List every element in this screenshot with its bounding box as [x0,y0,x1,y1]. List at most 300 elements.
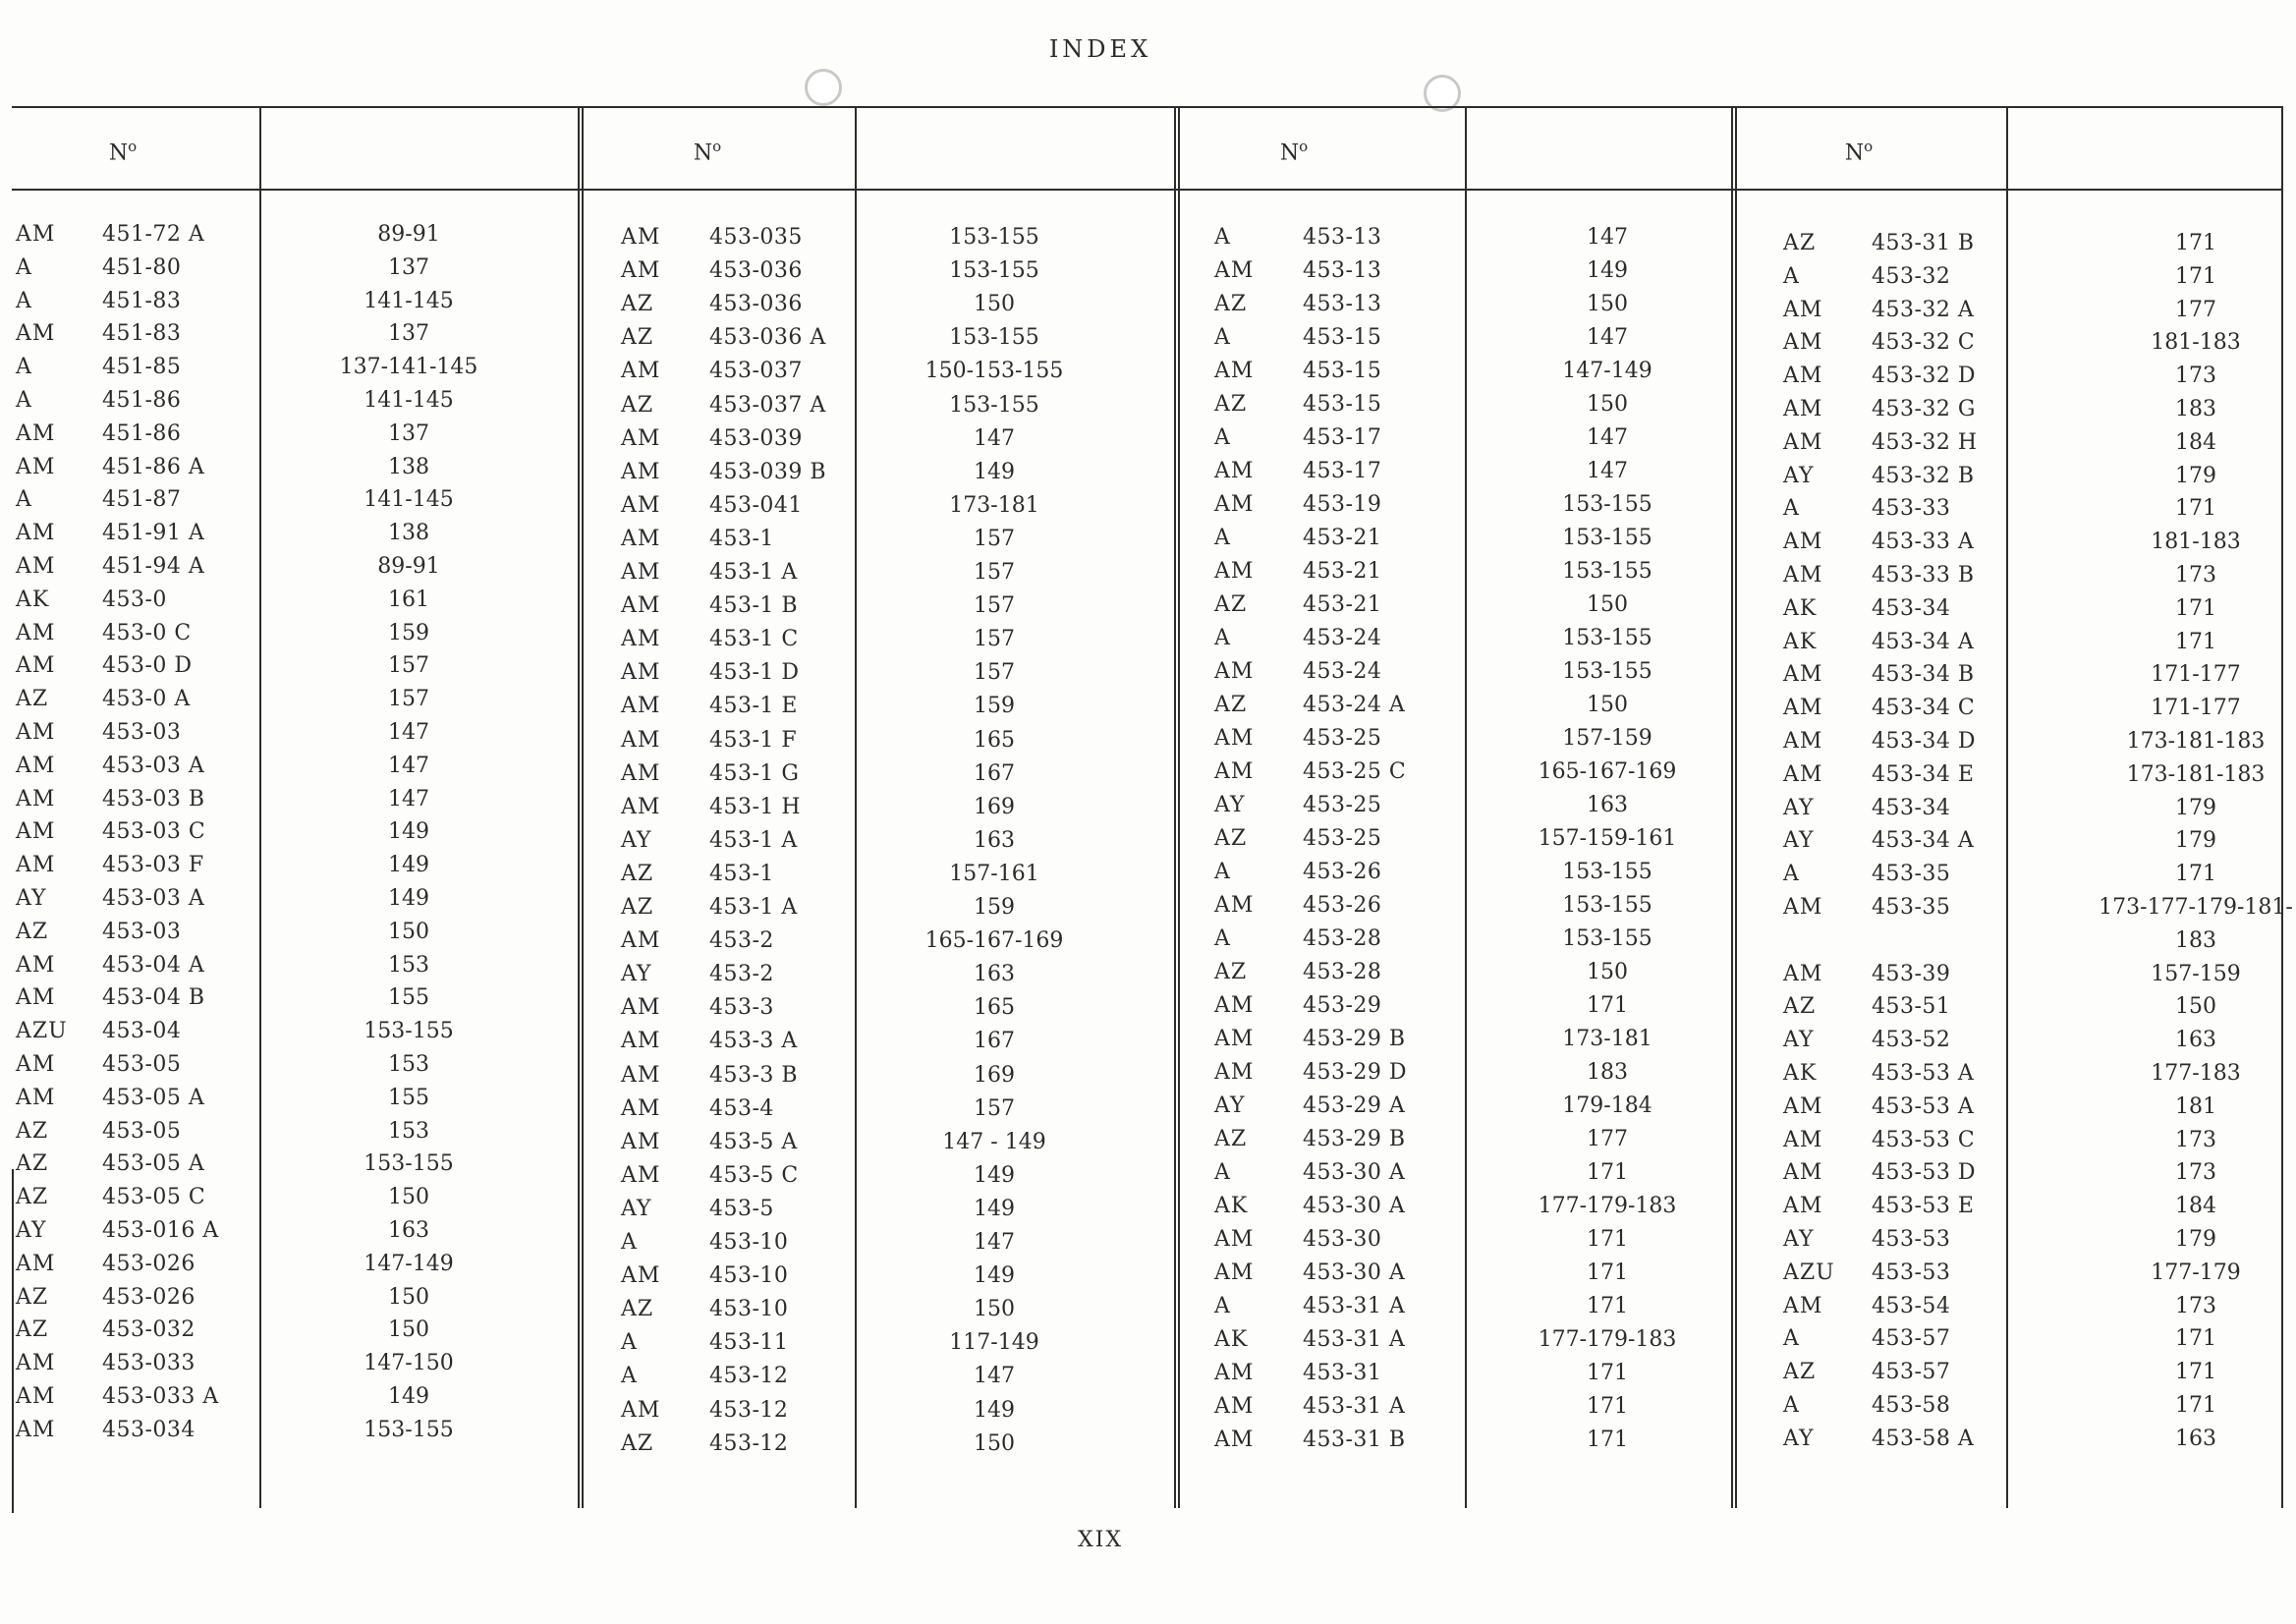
index-number: 453-041 [709,492,803,518]
index-pages: 153-155 [949,392,1039,418]
index-prefix: AZU [16,1019,68,1044]
index-number: 453-1 A [709,827,798,853]
index-number: 453-1 B [709,593,799,619]
index-prefix: AM [1783,364,1823,389]
index-row [621,795,1132,828]
index-pages: 153-155 [1562,526,1652,550]
index-row [16,1351,546,1384]
index-number: 453-33 [1872,496,1951,522]
index-number: 453-0 D [102,653,193,679]
index-row [1214,826,1745,860]
index-pages: 150 [1587,592,1628,617]
index-number: 453-35 [1872,862,1951,887]
index-pages: 147 [388,786,429,812]
index-prefix: AM [621,1029,661,1054]
index-row [1783,1326,2296,1360]
index-pages: 150 [974,292,1015,317]
index-number: 453-31 A [1303,1327,1406,1352]
index-pages: 165 [974,995,1015,1021]
index-row [16,355,546,388]
index-prefix: AM [621,727,661,753]
index-pages: 173 [2175,1127,2216,1152]
index-number: 453-15 [1303,325,1382,350]
index-pages: 171-177 [2151,662,2241,688]
index-row [16,653,546,687]
index-number: 453-32 [1872,263,1951,289]
index-number: 453-34 [1872,795,1951,820]
index-number: 453-04 B [102,985,205,1011]
index-row [1783,862,2296,895]
index-row [1783,1194,2296,1227]
index-number: 453-026 [102,1251,196,1276]
index-prefix: AK [1783,629,1818,654]
index-row [621,1197,1132,1230]
index-prefix: AM [1783,1127,1823,1152]
index-prefix: AM [1214,1428,1255,1452]
index-prefix: A [16,355,32,380]
index-number: 453-2 [709,928,774,954]
index-pages: 163 [974,827,1015,853]
index-pages: 137 [388,420,429,446]
index-row [1214,993,1745,1027]
index-number: 453-036 A [709,325,826,351]
index-number: 453-17 [1303,459,1382,483]
index-row [16,289,546,322]
index-pages: 150 [1587,292,1628,316]
index-row [621,928,1132,962]
index-number: 453-03 [102,720,182,745]
index-prefix: A [1783,862,1800,887]
index-number: 453-30 A [1303,1260,1406,1285]
column-header-number [580,138,835,165]
index-pages: 157 [974,593,1015,619]
index-number: 453-4 [709,1095,774,1121]
index-number: 453-34 E [1872,761,1975,787]
index-prefix: AZ [1783,1360,1817,1385]
index-prefix: A [621,1364,638,1389]
index-number: 453-15 [1303,359,1382,383]
index-prefix: AM [1783,1093,1823,1119]
index-prefix: AY [1214,1093,1246,1118]
index-row [621,761,1132,795]
index-pages: 169 [974,1062,1015,1088]
index-prefix: AZ [621,325,654,351]
index-number: 453-24 [1303,659,1382,684]
index-pages: 153-155 [1562,492,1652,517]
index-prefix: AM [16,786,56,812]
index-row [16,1384,546,1418]
index-prefix: AM [1783,397,1823,421]
index-prefix: AM [16,454,56,479]
index-number: 453-53 [1872,1227,1951,1252]
index-row [621,1029,1132,1062]
index-pages: 155 [388,1085,429,1110]
index-prefix: AY [1214,793,1246,817]
index-row [16,455,546,488]
index-pages: 147 - 149 [942,1129,1046,1154]
index-pages: 147 [1587,325,1628,350]
index-number: 453-31 A [1303,1294,1406,1318]
index-row [621,995,1132,1029]
index-number: 453-34 A [1872,629,1975,654]
index-row [621,1130,1132,1163]
index-number: 453-32 G [1872,397,1976,421]
index-row [1783,364,2296,397]
index-prefix: AM [1214,993,1255,1018]
index-number: 453-13 [1303,225,1382,250]
index-row [1783,994,2296,1028]
index-row [1214,759,1745,793]
index-number: 453-11 [709,1330,789,1356]
index-pages: 171 [1587,1160,1628,1185]
index-number: 453-57 [1872,1360,1951,1385]
index-number: 453-05 [102,1052,182,1077]
index-row [16,588,546,621]
index-number: 453-033 [102,1351,196,1376]
index-number: 453-1 A [709,560,798,585]
index-number: 453-03 B [102,786,205,812]
index-pages: 183 [2175,927,2216,953]
index-pages: 147 [1587,459,1628,483]
index-number: 453-34 C [1872,696,1976,721]
index-number: 453-29 [1303,993,1382,1018]
index-pages: 177-179-183 [1538,1327,1677,1352]
index-prefix: A [1214,425,1231,450]
index-number: 453-05 A [102,1085,205,1110]
index-number: 453-033 A [102,1384,219,1409]
index-prefix: AM [1214,726,1255,751]
index-row [621,1230,1132,1263]
index-prefix: AY [1783,1426,1815,1451]
index-number: 453-05 [102,1118,182,1144]
index-number: 453-036 [709,292,803,317]
index-number: 453-1 A [709,895,798,920]
index-pages: 163 [974,962,1015,987]
index-number: 453-13 [1303,292,1382,316]
index-number: 453-05 C [102,1185,206,1210]
index-pages: 169 [974,794,1015,819]
index-number: 453-21 [1303,592,1382,617]
index-row [1783,397,2296,430]
index-row [1783,563,2296,596]
index-prefix: AM [16,521,56,546]
index-pages: 171 [1587,1428,1628,1452]
index-pages: 157-159-161 [1538,826,1677,851]
index-prefix: AM [1783,961,1823,986]
index-number: 451-83 [102,321,182,347]
index-pages: 171 [1587,1260,1628,1285]
index-number: 453-026 [102,1284,196,1310]
index-pages: 150 [974,1430,1015,1456]
index-prefix: A [1214,1294,1231,1318]
index-row [16,1119,546,1152]
index-row [1783,729,2296,762]
index-pages: 181-183 [2151,330,2241,356]
index-prefix: AM [1783,1293,1823,1318]
index-pages: 150 [1587,960,1628,984]
index-prefix: AM [621,627,661,652]
index-row [621,292,1132,325]
index-prefix: AM [16,819,56,845]
index-number: 453-3 [709,995,774,1021]
index-row [1214,893,1745,926]
index-number: 453-31 B [1872,231,1975,255]
index-pages: 141-145 [364,487,454,513]
index-number: 453-1 [709,526,774,551]
index-row [621,862,1132,895]
index-pages: 153-155 [949,258,1039,284]
index-row [16,1019,546,1052]
index-pages: 149 [1587,258,1628,283]
index-prefix: AM [16,753,56,778]
index-pages: 177-179-183 [1538,1194,1677,1218]
index-prefix: AM [1214,1027,1255,1051]
index-pages: 171 [1587,993,1628,1018]
index-row [621,1096,1132,1130]
column-divider [12,1169,14,1513]
index-number: 451-86 [102,420,182,446]
column-header-number [1731,138,1987,165]
index-prefix: AZ [16,1118,49,1144]
index-prefix: AM [621,694,661,719]
index-prefix: AM [16,222,56,247]
index-pages: 173-181-183 [2126,729,2266,754]
index-row [1214,1260,1745,1294]
index-number: 453-58 [1872,1393,1951,1418]
index-pages: 179 [2175,828,2216,854]
index-pages: 150 [1587,693,1628,717]
index-number: 453-33 B [1872,563,1975,588]
index-row [1783,264,2296,298]
index-pages: 157 [974,627,1015,652]
index-number: 453-0 C [102,620,192,645]
index-row [16,554,546,588]
index-row [621,393,1132,426]
index-number: 453-24 [1303,626,1382,650]
index-pages: 147-150 [364,1351,454,1376]
index-number: 453-12 [709,1364,789,1389]
index-prefix: AM [621,1129,661,1154]
index-prefix: A [16,254,32,280]
index-pages: 153-155 [1562,860,1652,884]
index-number: 453-037 [709,359,803,384]
index-row [1214,1060,1745,1093]
index-prefix: AZ [621,861,654,886]
index-prefix: AM [16,1052,56,1077]
index-row [1214,559,1745,592]
index-prefix: AY [621,1196,652,1221]
index-pages: 171 [2175,231,2216,255]
index-prefix: A [1214,325,1231,350]
index-pages: 150 [974,1297,1015,1322]
index-prefix: AM [1214,258,1255,283]
index-pages: 179 [2175,795,2216,820]
index-pages: 117-149 [949,1330,1039,1356]
index-prefix: AM [1214,893,1255,918]
index-prefix: AM [1783,429,1823,455]
index-prefix: AM [1214,1227,1255,1252]
index-number: 453-1 G [709,760,800,786]
index-prefix: AZ [16,1284,49,1310]
index-row [621,225,1132,258]
index-row [16,321,546,355]
index-number: 453-1 H [709,794,802,819]
index-row [16,1317,546,1351]
index-number: 453-03 A [102,753,205,778]
index-number: 453-15 [1303,392,1382,417]
index-row [621,426,1132,460]
index-pages: 184 [2175,1194,2216,1219]
index-prefix: AM [621,760,661,786]
column-header-text: N [1844,140,1865,166]
index-row [16,1151,546,1185]
index-pages: 157 [388,687,429,712]
index-pages: 165-167-169 [924,928,1064,954]
index-number: 453-34 [1872,595,1951,621]
index-number: 453-30 A [1303,1160,1406,1185]
index-row [621,593,1132,627]
index-row [1214,258,1745,292]
index-prefix: AK [1783,1061,1818,1086]
index-number: 453-33 A [1872,530,1975,555]
index-number: 453-53 C [1872,1127,1976,1152]
index-number: 453-032 [102,1317,196,1343]
index-pages: 149 [974,1263,1015,1289]
index-prefix: AK [1214,1327,1249,1352]
index-row [16,421,546,455]
index-pages: 138 [388,454,429,479]
index-pages: 173 [2175,1160,2216,1186]
section-divider [578,106,584,1508]
index-pages: 157 [974,560,1015,585]
index-pages: 183 [2175,397,2216,421]
index-row [1783,696,2296,729]
index-number: 453-5 [709,1196,774,1221]
index-prefix: AM [16,620,56,645]
index-pages: 147 [974,1364,1015,1389]
index-number: 453-039 B [709,459,827,484]
index-row [16,1086,546,1119]
index-pages: 157 [974,1095,1015,1121]
index-pages: 157-159 [1562,726,1652,751]
index-row [621,1297,1132,1330]
index-number: 453-52 [1872,1028,1951,1053]
index-pages: 171 [2175,496,2216,522]
index-pages: 137 [388,254,429,280]
index-pages: 150 [388,919,429,944]
page-number: XIX [1077,1528,1123,1552]
index-prefix: AM [1214,759,1255,784]
index-prefix: A [1783,263,1800,289]
index-prefix: AZ [621,392,654,418]
index-pages: 173 [2175,563,2216,588]
index-number: 453-1 [709,861,774,886]
index-pages: 153 [388,952,429,978]
index-prefix: AZ [621,292,654,317]
index-pages: 149 [974,1162,1015,1188]
index-row [1214,292,1745,325]
index-prefix: AM [1214,359,1255,383]
index-prefix: AM [16,321,56,347]
index-pages: 179 [2175,463,2216,488]
index-row [1214,425,1745,459]
index-row [16,953,546,986]
index-prefix: AZ [1214,693,1248,717]
index-number: 453-24 A [1303,693,1406,717]
index-number: 453-54 [1872,1293,1951,1318]
index-row [16,787,546,820]
index-pages: 149 [388,819,429,845]
index-prefix: AM [621,492,661,518]
index-prefix: AZ [1783,231,1817,255]
index-row [1214,726,1745,759]
index-pages: 159 [388,620,429,645]
index-prefix: AM [621,425,661,451]
index-pages: 89-91 [377,222,440,247]
index-prefix: AZ [16,687,49,712]
index-number: 453-2 [709,962,774,987]
index-pages: 165 [974,727,1015,753]
index-row [621,1330,1132,1364]
index-row [1214,659,1745,693]
index-number: 453-29 B [1303,1027,1406,1051]
index-row [1214,1327,1745,1361]
index-row [1214,960,1745,993]
index-row [16,222,546,255]
index-prefix: AZU [1783,1260,1835,1285]
index-prefix: AY [621,962,652,987]
index-number: 453-3 A [709,1029,798,1054]
index-prefix: AM [16,554,56,579]
index-pages: 157-161 [949,861,1039,886]
index-prefix: AY [16,1218,47,1243]
index-prefix: AM [621,225,661,250]
index-row [1783,796,2296,829]
index-prefix: AZ [1214,960,1248,984]
index-number: 453-35 [1872,895,1951,920]
column-header-text: N [1279,140,1300,166]
index-number: 453-03 F [102,853,204,878]
index-number: 453-04 [102,1019,182,1044]
index-prefix: AM [1214,1060,1255,1085]
index-prefix: AM [1214,492,1255,517]
index-pages: 163 [2175,1426,2216,1451]
index-number: 453-28 [1303,926,1382,951]
index-prefix: A [1783,1393,1800,1418]
index-prefix: AM [1783,1160,1823,1186]
index-pages: 153 [388,1052,429,1077]
index-row [1783,1294,2296,1327]
index-row [621,325,1132,359]
index-row [16,687,546,720]
index-number: 453-51 [1872,994,1951,1020]
index-row [621,1063,1132,1096]
index-pages: 137-141-145 [339,355,478,380]
index-number: 453-17 [1303,425,1382,450]
index-row [1783,596,2296,630]
index-number: 453-037 A [709,392,826,418]
index-number: 453-32 D [1872,364,1977,389]
index-row [621,895,1132,928]
index-pages: 167 [974,1029,1015,1054]
table-top-rule [12,106,2281,108]
index-row [1783,1360,2296,1393]
index-number: 453-53 D [1872,1160,1977,1186]
index-pages: 150-153-155 [924,359,1064,384]
index-pages: 153-155 [949,225,1039,250]
index-number: 453-1 C [709,627,799,652]
index-pages: 141-145 [364,388,454,413]
